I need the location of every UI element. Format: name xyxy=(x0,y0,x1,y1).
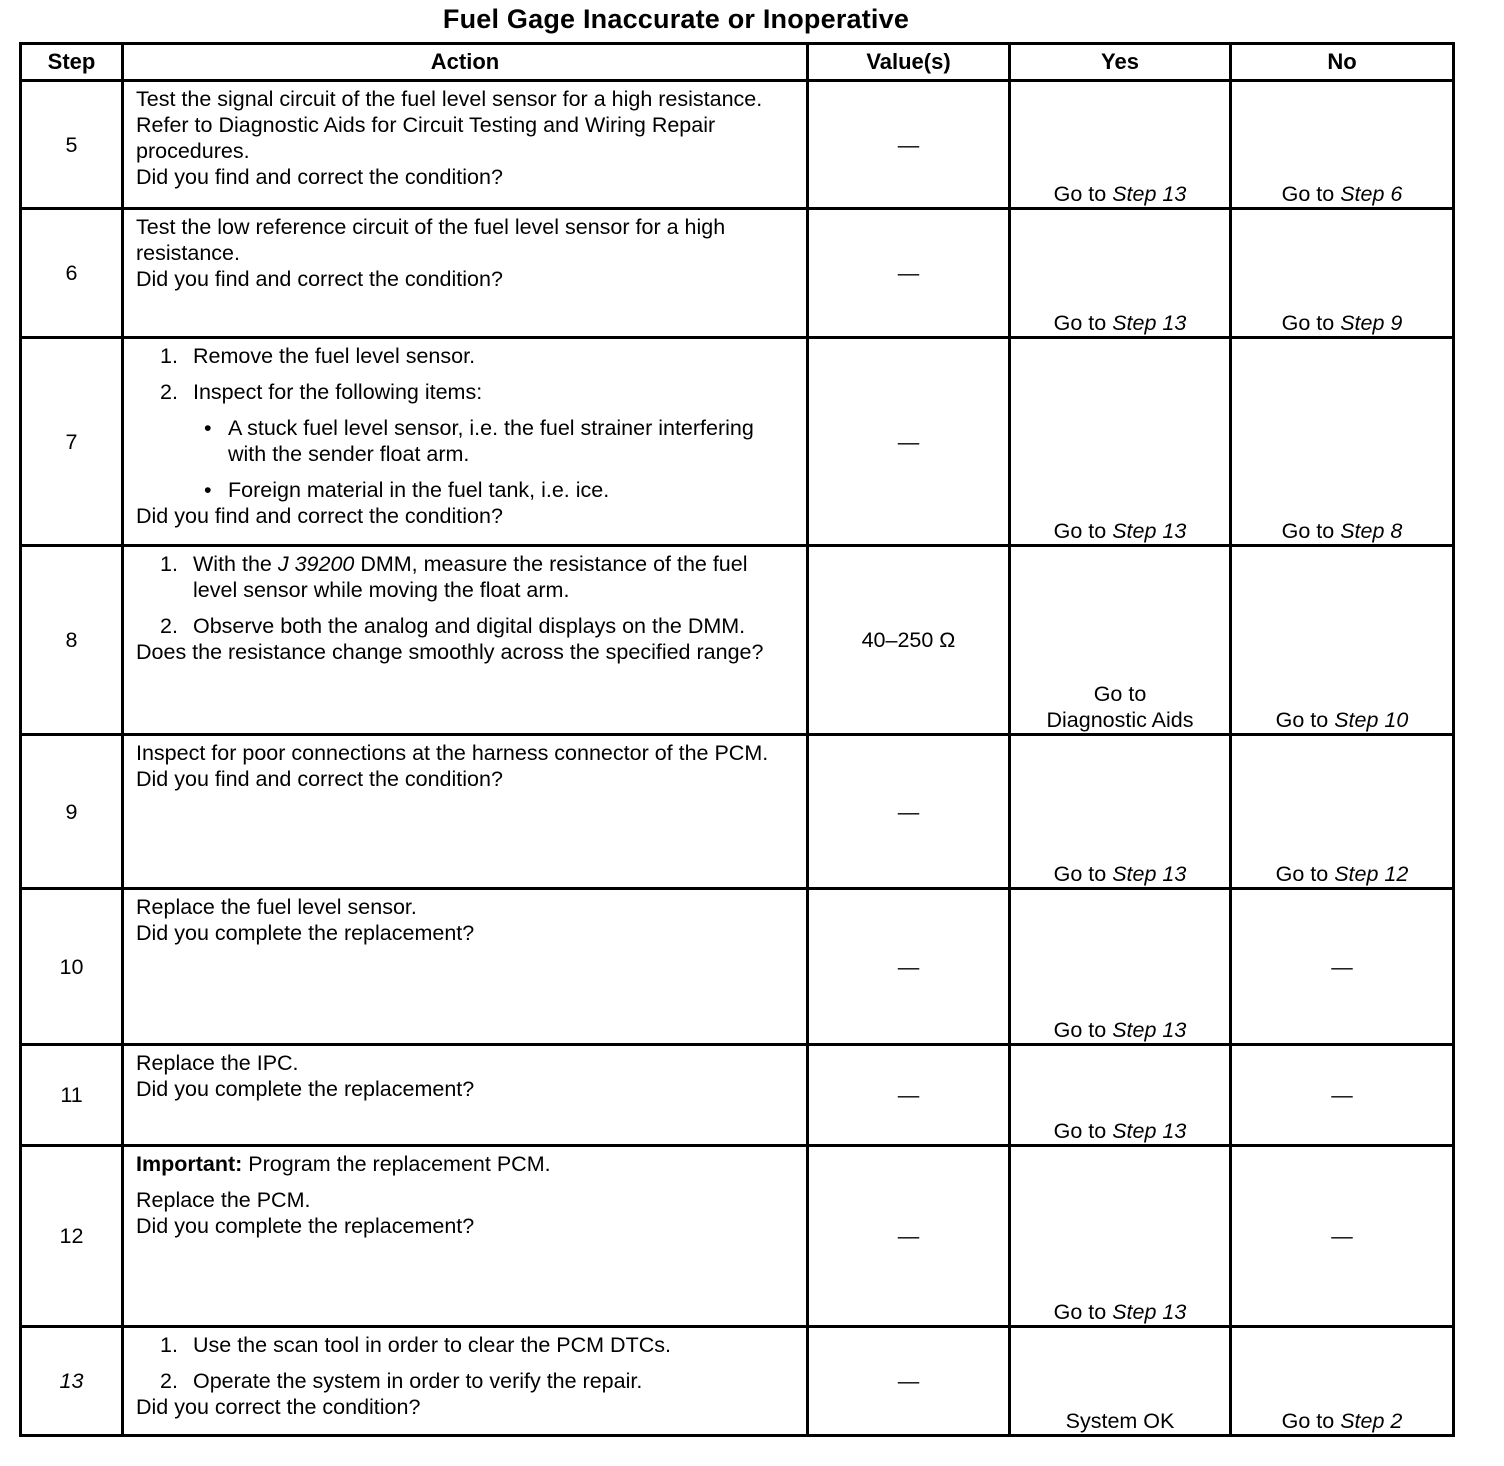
yes-cell xyxy=(1010,546,1231,735)
yes-cell: System OK xyxy=(1010,1327,1231,1436)
yes-prefix: Go to xyxy=(1053,519,1113,543)
list-item xyxy=(160,613,794,639)
yes-prefix: Go to xyxy=(1053,1300,1113,1324)
action-question: Did you correct the condition? xyxy=(136,1395,421,1419)
action-list xyxy=(136,1332,794,1394)
value-cell: — xyxy=(808,889,1010,1045)
yes-prefix: Go to xyxy=(1053,1018,1113,1042)
important-note xyxy=(136,1151,794,1177)
action-question: Did you complete the replacement? xyxy=(136,1214,475,1238)
important-text: Program the replacement PCM. xyxy=(242,1152,551,1176)
no-step-link: Step 9 xyxy=(1340,311,1403,335)
yes-prefix: Go to xyxy=(1053,1119,1113,1143)
list-text-part: With the xyxy=(193,552,278,576)
table-row xyxy=(21,889,1454,1045)
action-question: Does the resistance change smoothly across the specified range? xyxy=(136,640,764,664)
action-text: Replace the fuel level sensor. xyxy=(136,895,417,919)
action-text: Replace the IPC. xyxy=(136,1051,299,1075)
value-cell: — xyxy=(808,81,1010,209)
no-cell xyxy=(1231,81,1454,209)
yes-cell xyxy=(1010,889,1231,1045)
action-question: Did you find and correct the condition? xyxy=(136,165,503,189)
page-title: Fuel Gage Inaccurate or Inoperative xyxy=(442,4,910,34)
header-step: Step xyxy=(21,44,123,81)
header-no: No xyxy=(1231,44,1454,81)
list-text: Inspect for the following items: xyxy=(193,380,483,404)
no-prefix: Go to xyxy=(1281,519,1341,543)
no-prefix: Go to xyxy=(1281,311,1341,335)
action-text: Test the low reference circuit of the fuel level sensor for a high resistance. xyxy=(136,215,726,265)
yes-prefix: Go to xyxy=(1053,182,1113,206)
no-cell xyxy=(1231,546,1454,735)
yes-cell xyxy=(1010,338,1231,546)
action-question: Did you find and correct the condition? xyxy=(136,767,503,791)
list-item xyxy=(160,551,794,603)
action-question: Did you find and correct the condition? xyxy=(136,504,503,528)
yes-step-link: Step 13 xyxy=(1112,182,1187,206)
action-text: Replace the PCM. xyxy=(136,1188,311,1212)
yes-cell xyxy=(1010,735,1231,889)
no-step-link: Step 12 xyxy=(1334,862,1409,886)
list-text: Use the scan tool in order to clear the PCM DTCs. xyxy=(193,1333,671,1357)
bullet-icon: • xyxy=(204,416,212,440)
important-label: Important: xyxy=(136,1152,243,1176)
no-cell xyxy=(1231,735,1454,889)
action-cell xyxy=(123,1327,808,1436)
action-question: Did you complete the replacement? xyxy=(136,1077,475,1101)
no-cell xyxy=(1231,1327,1454,1436)
no-step-link: Step 10 xyxy=(1334,708,1409,732)
action-cell xyxy=(123,81,808,209)
table-row xyxy=(21,1045,1454,1146)
step-number: 5 xyxy=(21,81,123,209)
bullet-text: A stuck fuel level sensor, i.e. the fuel strainer interfering with the sender float arm. xyxy=(228,416,754,466)
yes-line: Diagnostic Aids xyxy=(1046,708,1194,732)
yes-cell xyxy=(1010,209,1231,338)
action-text: Test the signal circuit of the fuel level sensor for a high resistance. Refer to Diagnostic Aids for Circuit Testing and Wiring Repair procedures. xyxy=(136,87,763,163)
no-cell: — xyxy=(1231,1045,1454,1146)
diagnostic-table xyxy=(19,42,1455,1437)
no-prefix: Go to xyxy=(1281,1409,1341,1433)
step-number: 11 xyxy=(21,1045,123,1146)
action-question: Did you complete the replacement? xyxy=(136,921,475,945)
action-block xyxy=(136,1151,794,1213)
value-cell: — xyxy=(808,1045,1010,1146)
yes-step-link: Step 13 xyxy=(1112,1119,1187,1143)
table-row xyxy=(21,546,1454,735)
action-list xyxy=(136,551,794,639)
no-step-link: Step 8 xyxy=(1340,519,1403,543)
yes-cell xyxy=(1010,1045,1231,1146)
table-row xyxy=(21,1146,1454,1327)
list-number: 1. xyxy=(160,552,178,576)
action-list xyxy=(136,343,794,503)
list-number: 1. xyxy=(160,344,178,368)
yes-prefix: Go to xyxy=(1053,311,1113,335)
yes-cell xyxy=(1010,81,1231,209)
bullet-item xyxy=(204,415,794,467)
value-cell: — xyxy=(808,1327,1010,1436)
step-number: 10 xyxy=(21,889,123,1045)
list-text-part: DMM, measure the resistance of the fuel level sensor while moving the float arm. xyxy=(193,552,748,602)
header-yes: Yes xyxy=(1010,44,1231,81)
header-values: Value(s) xyxy=(808,44,1010,81)
table-row xyxy=(21,338,1454,546)
no-step-link: Step 6 xyxy=(1340,182,1403,206)
action-cell xyxy=(123,1146,808,1327)
yes-prefix: Go to xyxy=(1053,862,1113,886)
tool-name: J 39200 xyxy=(277,552,355,576)
yes-step-link: Step 13 xyxy=(1112,311,1187,335)
yes-cell xyxy=(1010,1146,1231,1327)
no-step-link: Step 2 xyxy=(1340,1409,1403,1433)
list-number: 1. xyxy=(160,1333,178,1357)
yes-step-link: Step 13 xyxy=(1112,1018,1187,1042)
action-cell xyxy=(123,1045,808,1146)
yes-step-link: Step 13 xyxy=(1112,519,1187,543)
value-cell: — xyxy=(808,338,1010,546)
yes-line: Go to xyxy=(1093,682,1147,706)
value-cell: 40–250 Ω xyxy=(808,546,1010,735)
list-text: Operate the system in order to verify the repair. xyxy=(193,1369,643,1393)
value-cell: — xyxy=(808,735,1010,889)
action-question: Did you find and correct the condition? xyxy=(136,267,503,291)
list-text: Observe both the analog and digital displays on the DMM. xyxy=(193,614,746,638)
action-cell xyxy=(123,338,808,546)
table-row xyxy=(21,81,1454,209)
yes-step-link: Step 13 xyxy=(1112,862,1187,886)
no-cell xyxy=(1231,338,1454,546)
list-number: 2. xyxy=(160,1369,178,1393)
table-row xyxy=(21,209,1454,338)
action-cell xyxy=(123,209,808,338)
no-cell: — xyxy=(1231,889,1454,1045)
header-row xyxy=(21,44,1454,81)
step-number: 13 xyxy=(21,1327,123,1436)
value-cell: — xyxy=(808,1146,1010,1327)
no-prefix: Go to xyxy=(1275,708,1335,732)
action-cell xyxy=(123,889,808,1045)
step-number: 6 xyxy=(21,209,123,338)
list-item xyxy=(160,1332,794,1358)
step-number: 12 xyxy=(21,1146,123,1327)
list-text xyxy=(193,551,794,603)
list-item xyxy=(160,379,794,405)
header-action: Action xyxy=(123,44,808,81)
value-cell: — xyxy=(808,209,1010,338)
list-item xyxy=(160,1368,794,1394)
step-number: 8 xyxy=(21,546,123,735)
list-text: Remove the fuel level sensor. xyxy=(193,344,476,368)
bullet-icon: • xyxy=(204,478,212,502)
action-cell xyxy=(123,546,808,735)
table-row xyxy=(21,735,1454,889)
list-number: 2. xyxy=(160,380,178,404)
no-prefix: Go to xyxy=(1275,862,1335,886)
action-cell xyxy=(123,735,808,889)
yes-step-link: Step 13 xyxy=(1112,1300,1187,1324)
no-cell: — xyxy=(1231,1146,1454,1327)
table-row xyxy=(21,1327,1454,1436)
action-text: Inspect for poor connections at the harness connector of the PCM. xyxy=(136,741,769,765)
bullet-text: Foreign material in the fuel tank, i.e. ice. xyxy=(228,478,610,502)
no-prefix: Go to xyxy=(1281,182,1341,206)
step-number: 7 xyxy=(21,338,123,546)
no-cell xyxy=(1231,209,1454,338)
list-item xyxy=(160,343,794,369)
bullet-item xyxy=(204,477,794,503)
list-number: 2. xyxy=(160,614,178,638)
step-number: 9 xyxy=(21,735,123,889)
